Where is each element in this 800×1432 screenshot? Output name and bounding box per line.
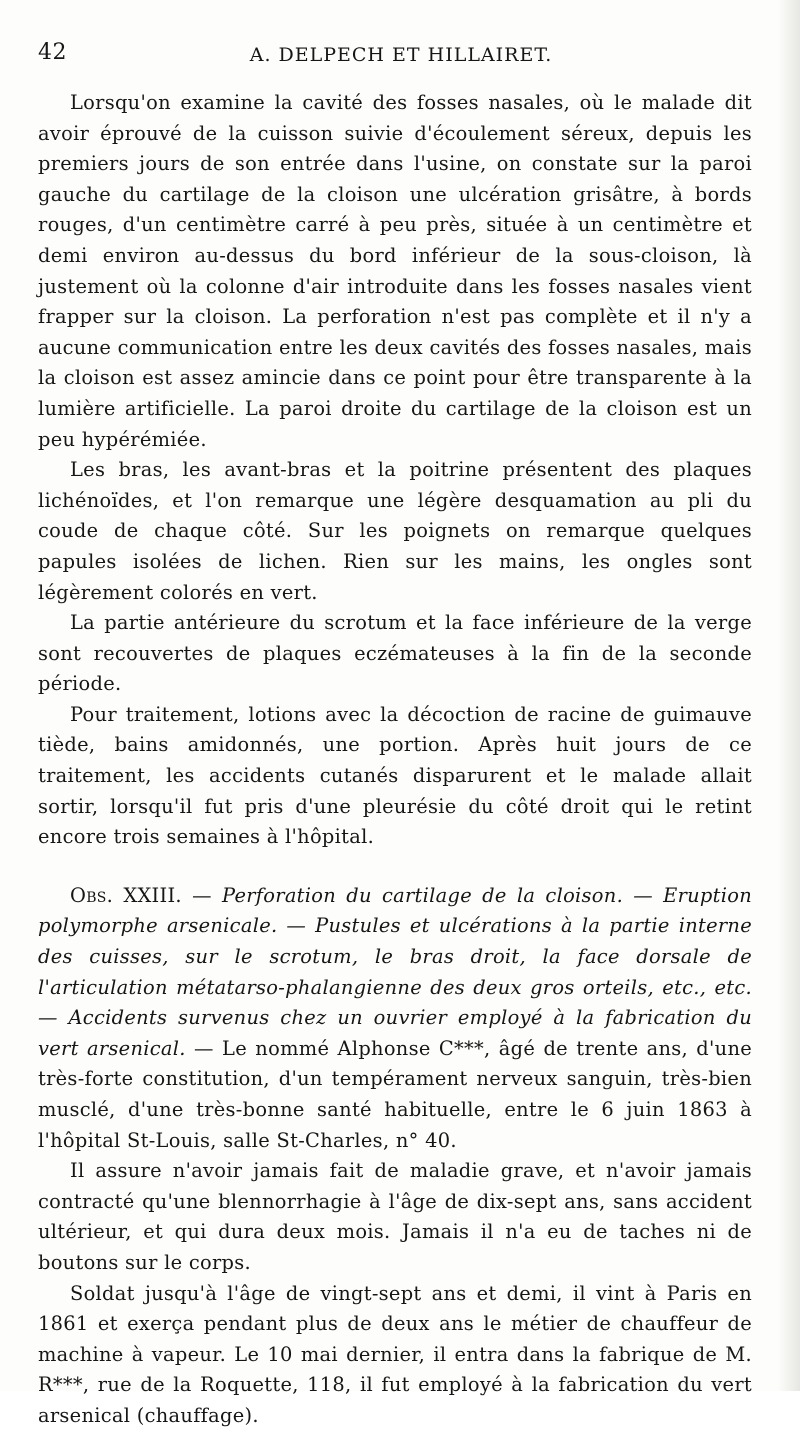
paragraph-nasal-examination: Lorsqu'on examine la cavité des fosses nasales, où le malade dit avoir éprouvé de la cuisson suivie d'écoulement séreux, depuis les premiers jours de son entrée dans l'usine, on constate sur la paroi gauche du cartilage de la cloison une ulcération grisâtre, à bords rouges, d'un centimètre carré à peu près, située à un centimètre et demi environ au-dessus du bord inférieur de la sous-cloison, là justement où la colonne d'air introduite dans les fosses nasales vient frapper sur la cloison. La perforation n'est pas complète et il n'y a aucune communication entre les deux cavités des fosses nasales, mais la cloison est assez amincie dans ce point pour être transparente à la lumière artificielle. La paroi droite du cartilage de la cloison est un peu hypérémiée. <box>38 91 753 451</box>
paragraph-occupation: Soldat jusqu'à l'âge de vingt-sept ans et demi, il vint à Paris en 1861 et exerça pendant plus de deux ans le métier de chauffeur de machine à vapeur. Le 10 mai dernier, il entra dans la fabrique de M. R***, rue de la Roquette, 118, il fut employé à la fabrication du vert arsenical (chauffage). <box>38 1281 752 1427</box>
paragraph-skin-lesions: Les bras, les avant-bras et la poitrine présentent des plaques lichénoïdes, et l'on remarque une légère desquamation au pli du coude de chaque côté. Sur les poignets on remarque quelques papules isolées de lichen. Rien sur les mains, les ongles sont légèrement colorés en vert. <box>38 458 752 604</box>
page-header <box>38 28 764 64</box>
observation-dash: — <box>181 883 222 907</box>
page-edge-shadow <box>778 0 800 1391</box>
page-body <box>38 88 752 1432</box>
observation-text: Le nommé Alphonse C***, âgé de trente ans, d'une très-forte constitution, d'un tempérament nerveux sanguin, très-bien musclé, d'une très-bonne santé habituelle, entre le 6 juin 1863 à l'hôpital St-Louis, salle St-Charles, n° 40. <box>38 1036 753 1152</box>
page-number: 42 <box>38 40 67 65</box>
observation-paragraph <box>38 881 752 1156</box>
observation-dash-2: — <box>185 1036 223 1060</box>
observation-title: Perforation du cartilage de la cloison. — Eruption polymorphe arsenicale. — Pustules et ulcérations à la partie interne des cuisses, sur le scrotum, le bras droit, la face dorsale de l'articulation métatarso-phalangienne des deux gros orteils, etc., etc. — Accidents survenus chez un ouvrier employé à la fabrication du vert arsenical. <box>38 883 752 1060</box>
paragraph-scrotum: La partie antérieure du scrotum et la face inférieure de la verge sont recouvertes de plaques eczémateuses à la fin de la seconde période. <box>38 611 752 696</box>
paragraph-treatment: Pour traitement, lotions avec la décoction de racine de guimauve tiède, bains amidonnés, une portion. Après huit jours de ce traitement, les accidents cutanés disparurent et le malade allait sortir, lorsqu'il fut pris d'une pleurésie du côté droit qui le retint encore trois semaines à l'hôpital. <box>38 702 752 849</box>
running-head: A. DELPECH ET HILLAIRET. <box>249 44 553 66</box>
observation-label: Obs. XXIII. <box>70 883 182 907</box>
paragraph-history: Il assure n'avoir jamais fait de maladie grave, et n'avoir jamais contracté qu'une blennorrhagie à l'âge de dix-sept ans, sans accident ultérieur, et qui dura deux mois. Jamais il n'a eu de taches ni de boutons sur le corps. <box>38 1159 752 1274</box>
